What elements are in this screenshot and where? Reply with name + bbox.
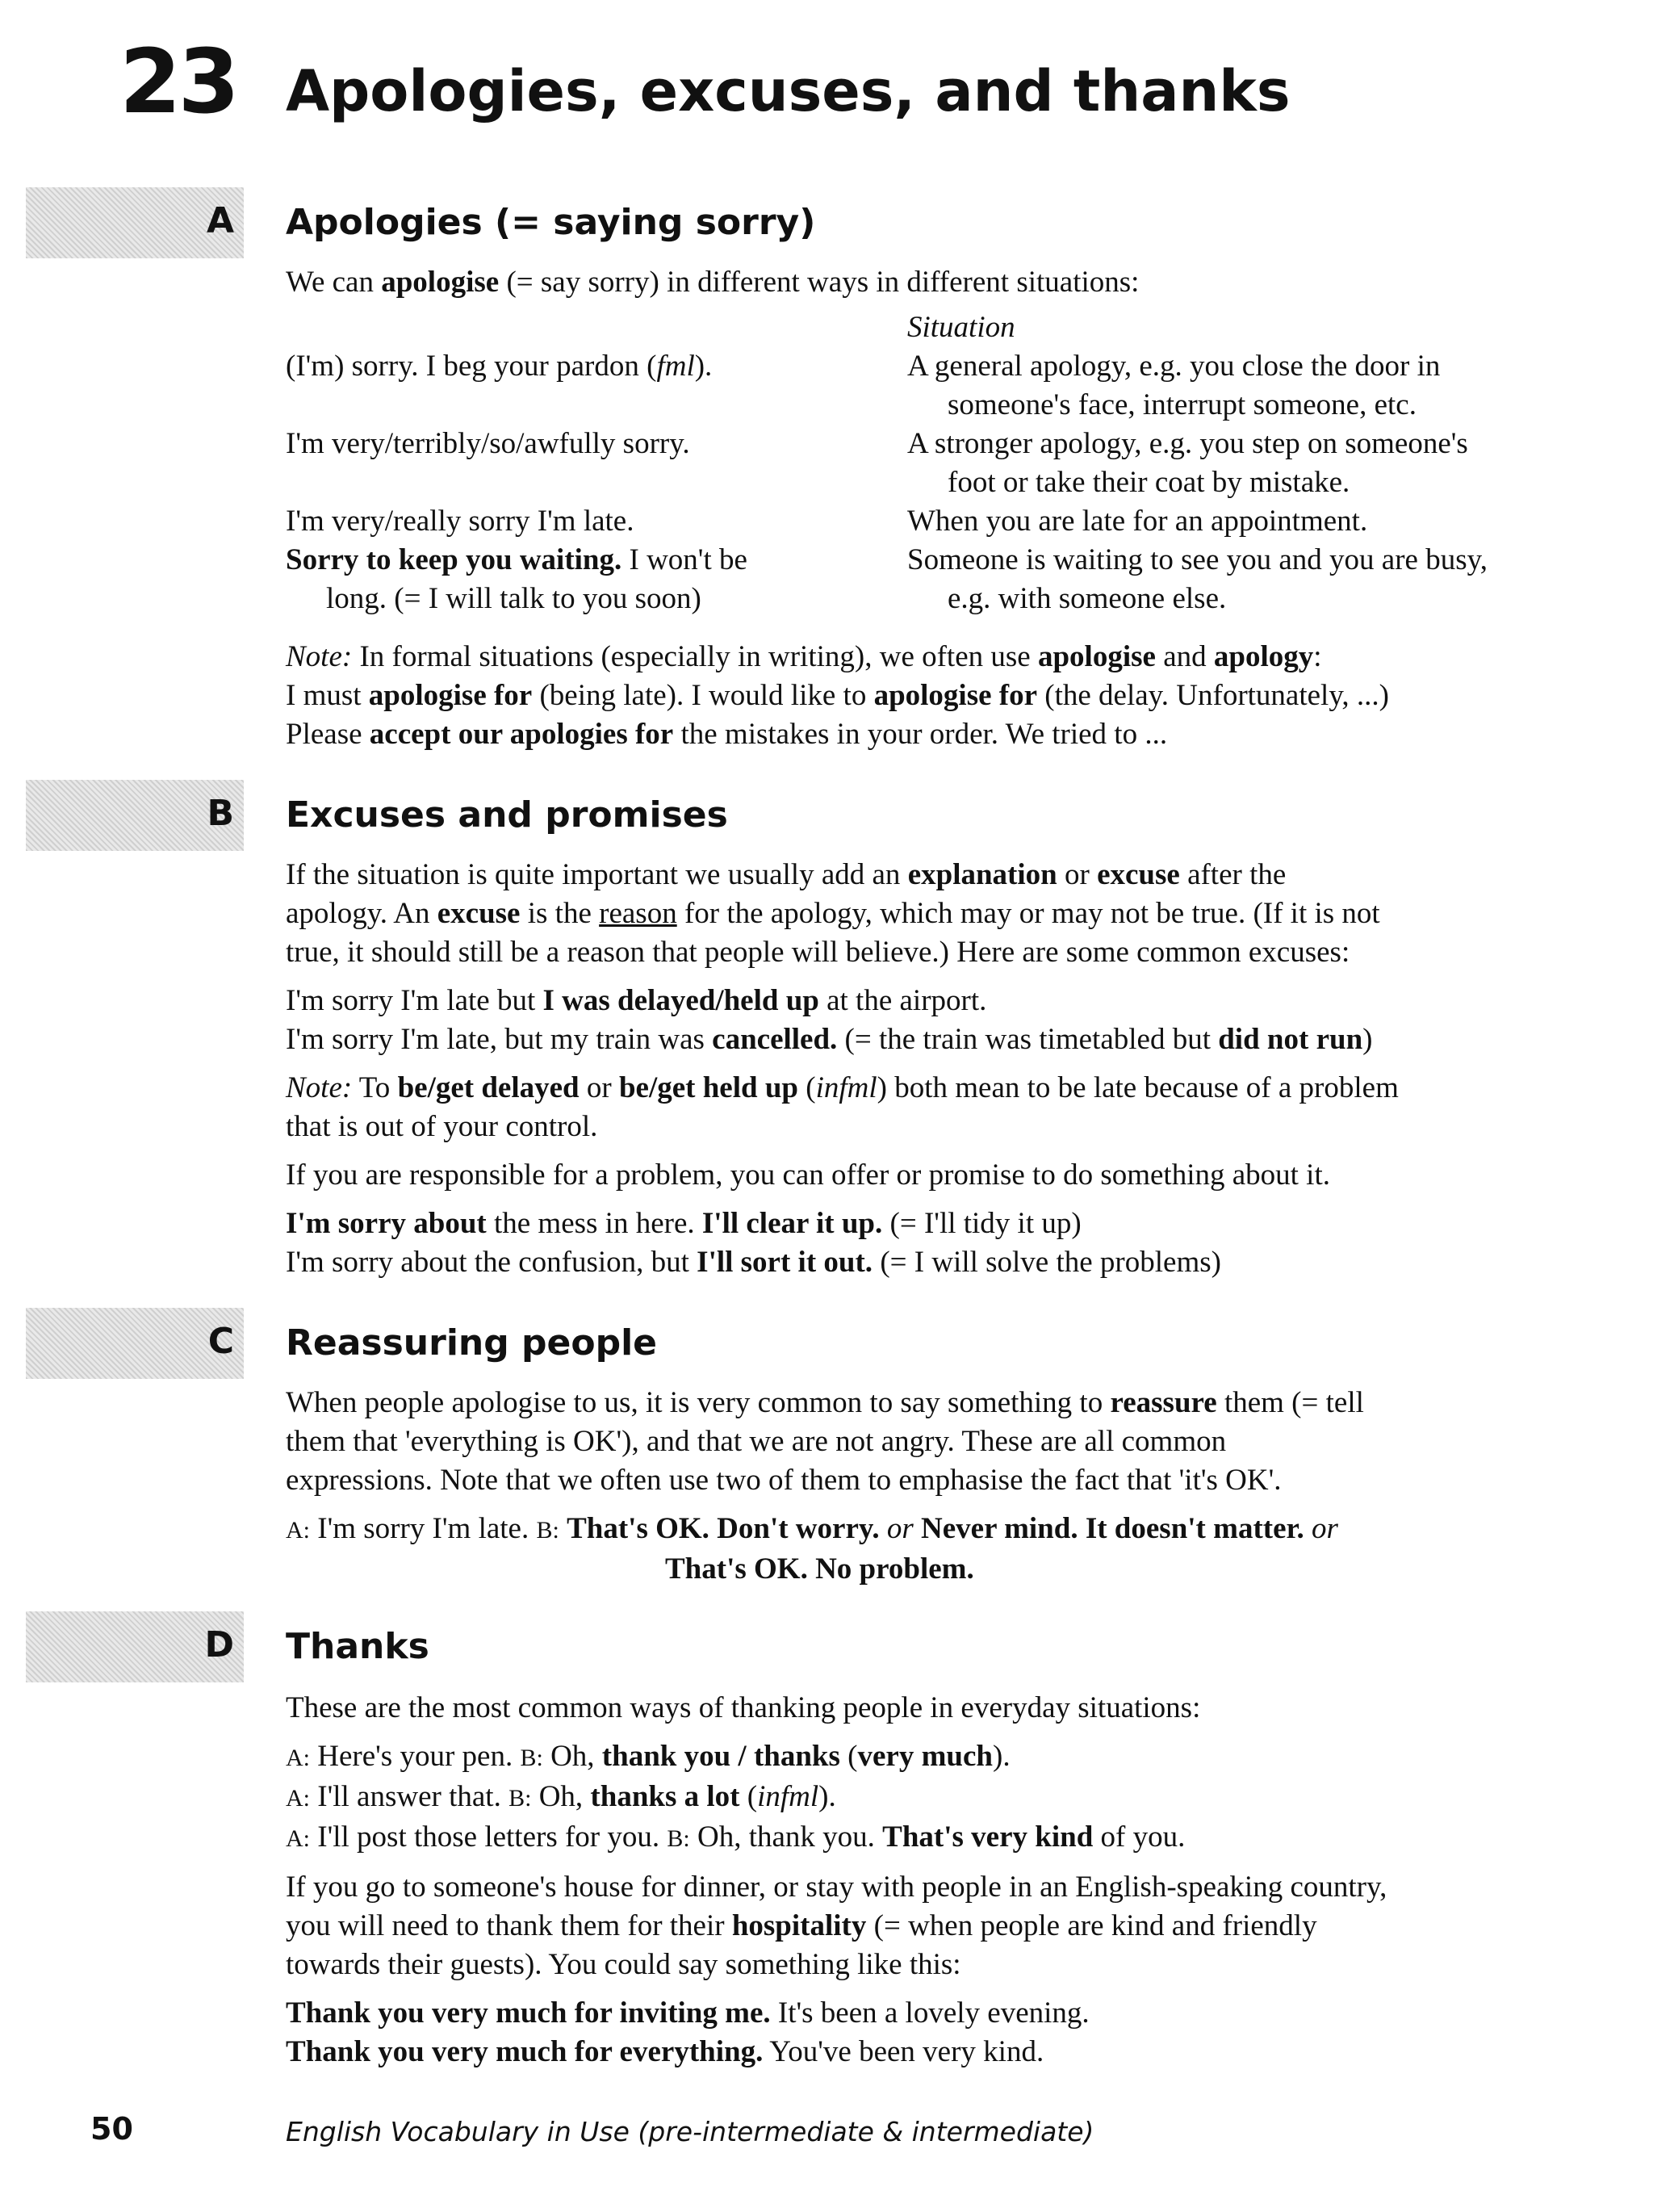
table-row: Sorry to keep you waiting. I won't be long. (= I will talk to you soon) Someone is waiting to see you and you are busy, e.g. with someone else. — [286, 543, 1488, 615]
section-c-letter: C — [207, 1321, 234, 1362]
situation-header: Situation — [907, 311, 1015, 344]
section-b-heading: Excuses and promises — [286, 794, 728, 836]
page-number: 50 — [90, 2111, 133, 2147]
section-d-letter: D — [204, 1624, 234, 1665]
table-row: I'm very/terribly/so/awfully sorry. A stronger apology, e.g. you step on someone's foot or take their coat by mistake. — [286, 427, 1468, 499]
section-b-body: If the situation is quite important we usually add an explanation or excuse after the apology. An excuse is the reason for the apology, which may or may not be true. (If it is not true, it should still be a reason that people will believe.) Here are some common excuses: I'm sorry I'm late but I was delayed/held up at the airport. I'm sorry I'm late, but my train was cancelled. (= the train was timetabled but did not run) Note: To be/get delayed or be/get held up (infml) both mean to be late because of a problem that is out of your control. If you are responsible for a problem, you can offer or promise to do something about it. I'm sorry about the mess in here. I'll clear it up. (= I'll tidy it up) I'm sorry about the confusion, but I'll sort it out. (= I will solve the problems) — [286, 858, 1399, 1279]
section-a-letter: A — [206, 200, 234, 241]
section-d-heading: Thanks — [286, 1626, 429, 1667]
section-b-letter: B — [207, 793, 234, 834]
table-row: I'm very/really sorry I'm late. When you are late for an appointment. — [286, 505, 1368, 538]
section-a-heading: Apologies (= saying sorry) — [286, 202, 816, 243]
section-c-tab — [26, 1308, 244, 1379]
table-row: (I'm) sorry. I beg your pardon (fml). A general apology, e.g. you close the door in someone's face, interrupt someone, etc. — [286, 350, 1441, 421]
section-c-body: When people apologise to us, it is very common to say something to reassure them (= tell them that 'everything is OK'), and that we are not angry. These are all common expressions. Note that we often use two of them to emphasise the fact that 'it's OK'. A: I'm sorry I'm late. B: That's OK. Don't worry. or Never mind. It doesn't matter. or That's OK. No problem. — [286, 1386, 1364, 1586]
section-a-intro: We can apologise (= say sorry) in different ways in different situations: — [286, 266, 1140, 299]
section-d-body: These are the most common ways of thanking people in everyday situations: A: Here's your pen. B: Oh, thank you / thanks (very much). A: I'll answer that. B: Oh, thanks a lot (infml). A: I'll post those letters for you. B: Oh, thank you. That's very kind of you. If you go to someone's house for dinner, or stay with people in an English-speaking country, you will need to thank them for their hospitality (= when people are kind and friendly towards their guests). You could say something like this: Thank you very much for inviting me. It's been a lovely evening. Thank you very much for everything. You've been very kind. — [286, 1691, 1387, 2068]
section-d-tab — [26, 1611, 244, 1682]
section-a-note: Note: In formal situations (especially in writing), we often use apologise and apology: I must apologise for (being late). I would like to apologise for (the delay. Unfortunately, ...) Please accept our apologies for the mistakes in your order. We tried to ... — [286, 640, 1389, 751]
section-a-tab — [26, 187, 244, 258]
unit-title: Apologies, excuses, and thanks — [286, 58, 1291, 124]
book-title: English Vocabulary in Use (pre-intermediate & intermediate) — [286, 2116, 1094, 2147]
apology-table — [286, 308, 1609, 618]
apology-table-header — [286, 308, 1609, 347]
section-c-heading: Reassuring people — [286, 1322, 658, 1364]
section-b-tab — [26, 780, 244, 851]
unit-number: 23 — [119, 30, 237, 133]
